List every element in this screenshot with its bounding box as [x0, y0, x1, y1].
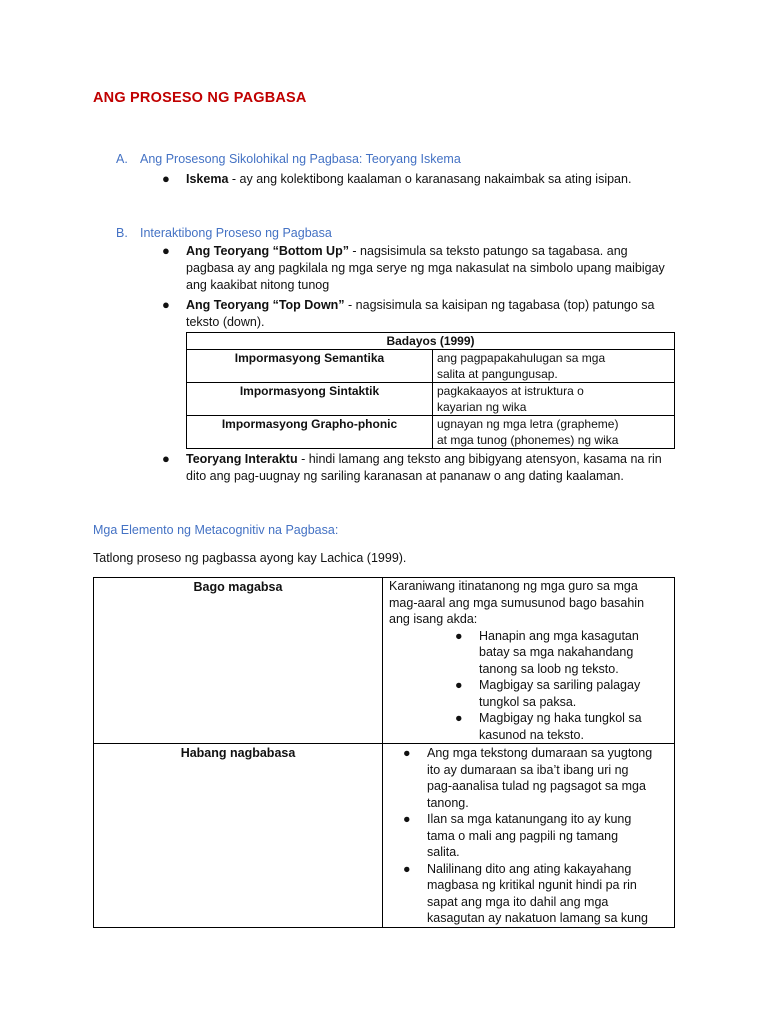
badayos-desc — [433, 416, 675, 449]
item-line: tanong sa loob ng teksto. — [479, 661, 619, 676]
section-a-heading: Ang Prosesong Sikolohikal ng Pagbasa: Teoryang Iskema — [140, 152, 461, 166]
bullet-icon: ● — [403, 812, 411, 826]
top-down-bullet — [186, 297, 654, 331]
desc-line: ang pagpapakahulugan sa mga — [437, 351, 606, 365]
bullet-icon: ● — [162, 451, 170, 466]
item-line: tungkol sa paksa. — [479, 694, 577, 709]
interaktu-line1: - hindi lamang ang teksto ang bibigyang atensyon, kasama na rin — [297, 452, 662, 466]
badayos-header: Badayos (1999) — [187, 333, 675, 350]
table-row — [187, 416, 675, 449]
item-line: kasunod na teksto. — [479, 727, 584, 742]
bottom-up-term: Ang Teoryang “Bottom Up” — [186, 244, 349, 258]
badayos-label: Impormasyong Sintaktik — [187, 383, 433, 416]
list-item — [403, 811, 668, 861]
list-item — [455, 677, 668, 710]
metacog-heading: Mga Elemento ng Metacognitiv na Pagbasa: — [93, 523, 339, 537]
bullet-icon: ● — [455, 678, 463, 692]
bottom-up-line2: pagbasa ay ang pagkilala ng mga serye ng mga nakasulat na simbolo upang maibigay — [186, 261, 665, 275]
section-a-letter: A. — [116, 152, 128, 166]
item-line: salita. — [427, 845, 460, 859]
item-line: Hanapin ang mga kasagutan — [479, 628, 639, 643]
desc-line: ugnayan ng mga letra (grapheme) — [437, 417, 619, 431]
badayos-desc — [433, 383, 675, 416]
item-line: Nalilinang dito ang ating kakayahang — [427, 861, 632, 876]
desc-line: pagkakaayos at istruktura o — [437, 384, 584, 398]
table-row — [187, 383, 675, 416]
bottom-up-line1: - nagsisimula sa teksto patungo sa tagabasa. ang — [348, 244, 628, 258]
interaktu-line2: dito ang pag-uugnay ng sariling karanasan at pananaw o ang dating kaalaman. — [186, 469, 624, 483]
section-b-letter: B. — [116, 226, 128, 240]
stage-content — [383, 744, 675, 928]
item-line: Magbigay ng haka tungkol sa — [479, 711, 642, 725]
stage-content — [383, 578, 675, 744]
bullet-icon: ● — [162, 297, 170, 312]
item-line: pag-aanalisa tulad ng pagsagot sa mga — [427, 779, 646, 793]
top-down-term: Ang Teoryang “Top Down” — [186, 298, 345, 312]
bullet-icon: ● — [455, 711, 463, 725]
badayos-table — [186, 332, 675, 449]
page-title: ANG PROSESO NG PAGBASA — [93, 90, 307, 106]
table-row — [94, 744, 675, 928]
list-item — [455, 710, 668, 743]
bullet-icon: ● — [162, 243, 170, 258]
row1-intro-line: mag-aaral ang mga sumusunod bago basahin — [389, 595, 645, 610]
item-line: magbasa ng kritikal ngunit hindi pa rin — [427, 878, 637, 892]
bottom-up-bullet — [186, 243, 665, 294]
bullet-icon: ● — [403, 746, 411, 760]
iskema-term: Iskema — [186, 172, 229, 186]
list-item — [403, 861, 668, 927]
table-row — [187, 350, 675, 383]
bullet-icon: ● — [403, 861, 411, 876]
item-line: ito ay dumaraan sa iba’t ibang uri ng — [427, 762, 629, 777]
item-line: Ang mga tekstong dumaraan sa yugtong — [427, 746, 653, 760]
item-line: Magbigay sa sariling palagay — [479, 678, 641, 692]
list-item — [403, 745, 668, 811]
row1-intro-line: Karaniwang itinatanong ng mga guro sa mga — [389, 579, 638, 593]
iskema-bullet — [186, 171, 631, 188]
item-line: sapat ang mga ito dahil ang mga — [427, 894, 609, 909]
badayos-label: Impormasyong Grapho-phonic — [187, 416, 433, 449]
lachica-table — [93, 577, 675, 928]
badayos-desc — [433, 350, 675, 383]
table-row — [94, 578, 675, 744]
item-line: kasagutan ay nakatuon lamang sa kung — [427, 911, 648, 925]
metacog-intro: Tatlong proseso ng pagbassa ayong kay Lachica (1999). — [93, 551, 407, 565]
badayos-label: Impormasyong Semantika — [187, 350, 433, 383]
stage-label: Habang nagbabasa — [94, 744, 383, 928]
item-line: batay sa mga nakahandang — [479, 645, 634, 659]
top-down-line2: teksto (down). — [186, 315, 265, 329]
bullet-icon: ● — [455, 628, 463, 643]
desc-line: at mga tunog (phonemes) ng wika — [437, 433, 619, 447]
item-line: tama o mali ang pagpili ng tamang — [427, 828, 619, 843]
list-item — [455, 628, 668, 678]
row1-intro-line: ang isang akda: — [389, 612, 478, 626]
top-down-line1: - nagsisimula sa kaisipan ng tagabasa (top) patungo sa — [344, 298, 655, 312]
desc-line: salita at pangungusap. — [437, 367, 558, 381]
stage-label: Bago magabsa — [94, 578, 383, 744]
item-line: Ilan sa mga katanungang ito ay kung — [427, 812, 632, 826]
desc-line: kayarian ng wika — [437, 400, 527, 414]
interaktu-term: Teoryang Interaktu — [186, 452, 298, 466]
bottom-up-line3: ang kaakibat nitong tunog — [186, 278, 330, 292]
iskema-text: - ay ang kolektibong kaalaman o karanasang nakaimbak sa ating isipan. — [228, 172, 632, 186]
bullet-icon: ● — [162, 171, 170, 186]
item-line: tanong. — [427, 795, 469, 810]
section-b-heading: Interaktibong Proseso ng Pagbasa — [140, 226, 332, 240]
interaktu-bullet — [186, 451, 662, 485]
